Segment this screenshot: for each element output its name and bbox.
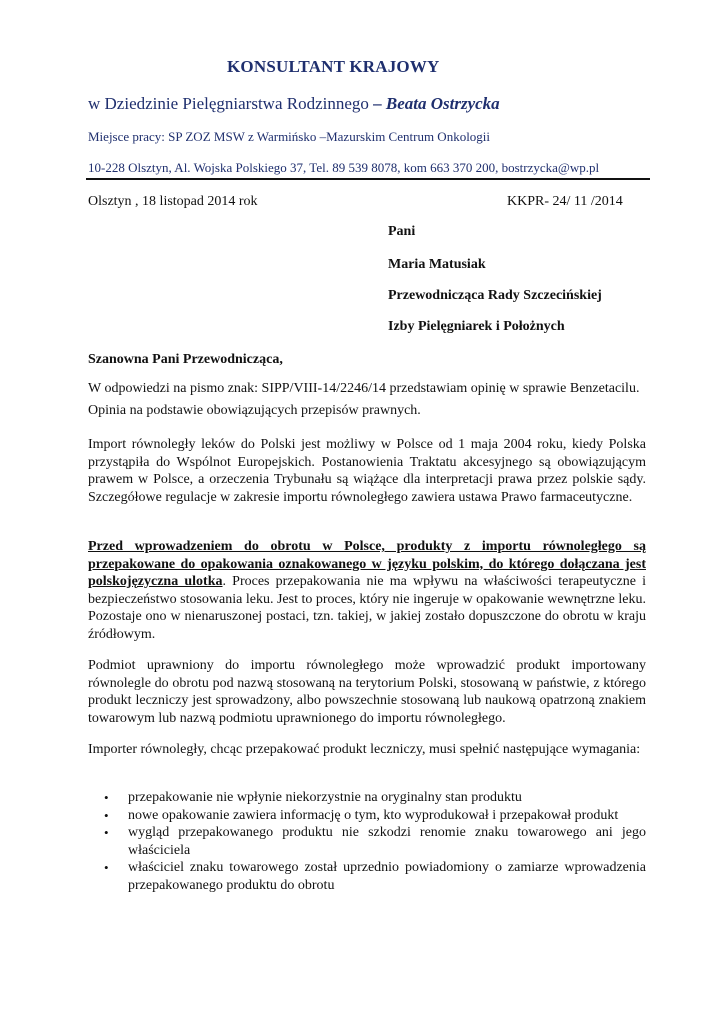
place-date: Olsztyn , 18 listopad 2014 rok — [88, 194, 258, 209]
intro-paragraph: W odpowiedzi na pismo znak: SIPP/VIII-14/2246/14 przedstawiam opinię w sprawie Benzetacilu. Opinia na podstawie obowiązujących przepisów prawnych. — [88, 381, 640, 418]
header-dash: – — [368, 94, 386, 113]
header-title: KONSULTANT KRAJOWY — [227, 57, 440, 76]
requirements-list — [88, 789, 646, 894]
paragraph-parallel-import: Import równoległy leków do Polski jest możliwy w Polsce od 1 maja 2004 roku, kiedy Polska przystąpiła do Wspólnot Europejskich. Postanowienia Traktatu akcesyjnego są obowiązującym prawem w Polsce, a orzeczenia Trybunału są wiążące dla interpretacji prawa przez polskie sądy. Szczegółowe regulacje w zakresie importu równoległego zawiera ustawa Prawo farmaceutyczne. — [88, 437, 646, 505]
recipient-line: Izby Pielęgniarek i Położnych — [388, 319, 565, 334]
repackaging-emphasis: Przed wprowadzeniem do obrotu w Polsce, produkty z importu równoległego są przepakowane do opakowania oznakowanego w języku polskim, do którego dołączana jest polskojęzyczna ulotka — [88, 539, 646, 589]
list-item: • nowe opakowanie zawiera informację o tym, kto wyprodukował i przepakował produkt — [104, 807, 619, 823]
list-item: • wygląd przepakowanego produktu nie szkodzi renomie znaku towarowego ani jego właściciela — [104, 825, 646, 858]
consultant-name: Beata Ostrzycka — [385, 94, 500, 113]
recipient-line: Maria Matusiak — [388, 257, 486, 272]
header-workplace: Miejsce pracy: SP ZOZ MSW z Warmińsko –Mazurskim Centrum Onkologii — [88, 129, 491, 144]
header-field: w Dziedzinie Pielęgniarstwa Rodzinnego — [88, 94, 369, 113]
recipient-line: Pani — [388, 224, 416, 239]
list-item: • przepakowanie nie wpłynie niekorzystnie na oryginalny stan produktu — [104, 790, 522, 805]
reference-number: KKPR- 24/ 11 /2014 — [507, 194, 623, 209]
bullet-icon: • — [104, 790, 109, 805]
list-item: • właściciel znaku towarowego został uprzednio powiadomiony o zamiarze wprowadzenia przepakowanego produktu do obrotu — [104, 860, 646, 893]
header-divider — [86, 178, 650, 180]
paragraph-requirements-intro: Importer równoległy, chcąc przepakować produkt leczniczy, musi spełnić następujące wymagania: — [88, 742, 641, 757]
header-address: 10-228 Olsztyn, Al. Wojska Polskiego 37, Tel. 89 539 8078, kom 663 370 200, bostrzycka@wp.pl — [88, 160, 600, 175]
bullet-icon: • — [104, 860, 109, 875]
bullet-icon: • — [104, 807, 109, 823]
paragraph-naming: Podmiot uprawniony do importu równoległego może wprowadzić produkt importowany równolegle do obrotu pod nazwą stosowaną na terytorium Polski, stosowaną w państwie, z którego produkt leczniczy jest sprowadzony, albo powszechnie stosowaną lub naukową opatrzoną znakiem towarowym lub nazwą podmiotu uprawnionego do importu równoległego. — [88, 658, 646, 726]
recipient-line: Przewodnicząca Rady Szczecińskiej — [388, 288, 602, 303]
header-specialty-line — [88, 94, 500, 114]
bullet-icon: • — [104, 825, 109, 840]
salutation: Szanowna Pani Przewodnicząca, — [88, 352, 283, 367]
paragraph-repackaging — [88, 538, 646, 643]
repackaging-text: . Proces przepakowania nie ma wpływu na właściwości terapeutyczne i bezpieczeństwo stosowania leku. Jest to proces, który nie ingeruje w opakowanie wewnętrzne leku. Pozostaje ono w nienaruszonej postaci, tzn. takiej, w jakiej zostało dopuszczone do obrotu w kraju źródłowym. — [88, 574, 646, 642]
